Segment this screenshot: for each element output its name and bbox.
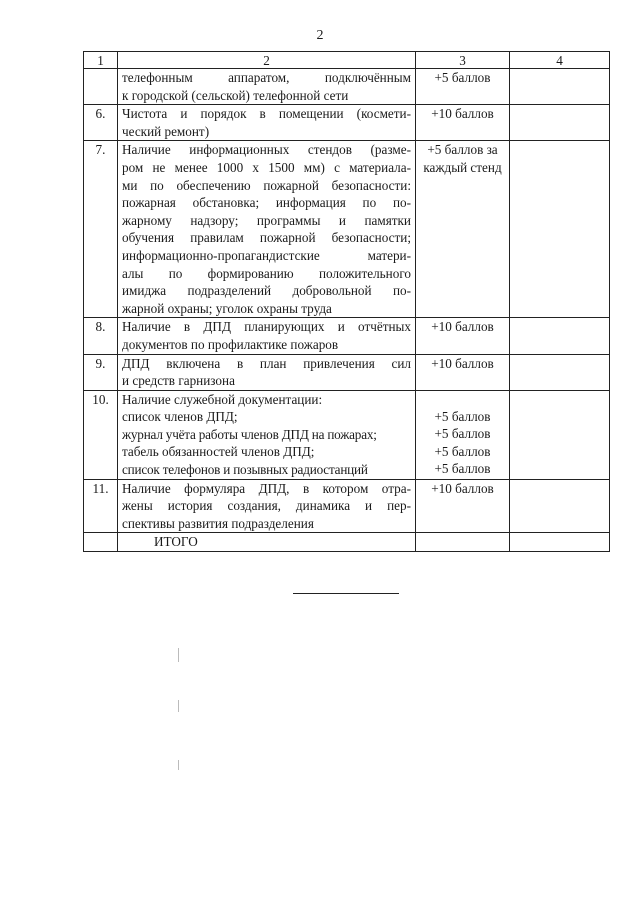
row-score: +5 баллов (434, 461, 491, 477)
row-col4 (510, 69, 610, 105)
row-score: +5 баллов (416, 69, 510, 105)
row-description (118, 69, 416, 105)
description-line: информационно-пропагандистские матери- (122, 247, 411, 263)
criteria-table (83, 51, 610, 552)
description-line: список телефонов и позывных радиостанций (122, 462, 368, 478)
description-line: спективы развития подразделения (122, 515, 314, 531)
row-score: +5 баллов (434, 443, 491, 459)
description-line: и средств гарнизона (122, 373, 235, 389)
description-line: Наличие в ДПД планирующих и отчётных (122, 319, 411, 335)
row-description (118, 354, 416, 390)
scan-artifact (178, 760, 179, 770)
description-line: ДПД включена в план привлечения сил (122, 355, 411, 371)
description-line: к городской (сельской) телефонной сети (122, 87, 349, 103)
header-col-3: 3 (416, 52, 510, 69)
row-number: 6. (84, 105, 118, 141)
header-col-1: 1 (84, 52, 118, 69)
description-line: табель обязанностей членов ДПД; (122, 444, 315, 460)
table-row (84, 318, 610, 354)
row-number: 7. (84, 141, 118, 318)
table-row (84, 479, 610, 533)
description-line: ми по обеспечению пожарной безопасности: (122, 177, 411, 193)
row-score: +5 баллов за каждый стенд (416, 141, 510, 318)
row-col4 (510, 318, 610, 354)
description-line: Наличие информационных стендов (разме- (122, 142, 411, 158)
table-row (84, 390, 610, 479)
row-score: +5 баллов (434, 426, 491, 442)
description-line: обучения правилам пожарной безопасности; (122, 230, 411, 246)
header-col-2: 2 (118, 52, 416, 69)
row-score: +10 баллов (416, 318, 510, 354)
description-line: жарной охраны; уголок охраны труда (122, 300, 332, 316)
total-score (416, 533, 510, 552)
description-line: ром не менее 1000 х 1500 мм) с материала- (122, 159, 411, 175)
row-description (118, 318, 416, 354)
description-line: жены история создания, динамика и пер- (122, 498, 411, 514)
row-number: 9. (84, 354, 118, 390)
scan-artifact (178, 648, 179, 662)
scan-artifact (178, 700, 179, 712)
page-number: 2 (316, 28, 324, 43)
description-line: список членов ДПД; (122, 409, 238, 425)
table-row (84, 354, 610, 390)
table-row-continuation (84, 69, 610, 105)
description-line: ческий ремонт) (122, 123, 210, 139)
row-number: 11. (84, 479, 118, 533)
row-number: 8. (84, 318, 118, 354)
row-number (84, 533, 118, 552)
row-score-list (416, 390, 510, 479)
header-col-4: 4 (510, 52, 610, 69)
description-line: пожарная обстановка; информация по по- (122, 195, 411, 211)
table-header-row (84, 52, 610, 69)
description-line: телефонным аппаратом, подключённым (122, 70, 411, 85)
total-label: ИТОГО (118, 533, 416, 552)
table-row (84, 141, 610, 318)
row-score: +10 баллов (416, 479, 510, 533)
row-col4 (510, 105, 610, 141)
row-col4 (510, 479, 610, 533)
row-description (118, 390, 416, 479)
total-col4 (510, 533, 610, 552)
description-line: алы по формированию положительного (122, 265, 411, 281)
row-description (118, 141, 416, 318)
row-col4 (510, 141, 610, 318)
table-row (84, 105, 610, 141)
table-total-row (84, 533, 610, 552)
separator-line (293, 593, 399, 594)
description-line: журнал учёта работы членов ДПД на пожарах; (122, 426, 377, 442)
row-col4 (510, 390, 610, 479)
description-line: имиджа подразделений добровольной по- (122, 283, 411, 299)
row-col4 (510, 354, 610, 390)
row-score: +5 баллов (434, 408, 491, 424)
row-description (118, 479, 416, 533)
row-description (118, 105, 416, 141)
row-score: +10 баллов (416, 354, 510, 390)
description-line: Наличие служебной документации: (122, 391, 323, 407)
row-score: +10 баллов (416, 105, 510, 141)
description-line: документов по профилактике пожаров (122, 336, 339, 352)
description-line: Наличие формуляра ДПД, в котором отра- (122, 480, 411, 496)
row-number (84, 69, 118, 105)
description-line: жарному надзору; программы и памятки (122, 212, 411, 228)
row-number: 10. (84, 390, 118, 479)
description-line: Чистота и порядок в помещении (космети- (122, 106, 411, 122)
